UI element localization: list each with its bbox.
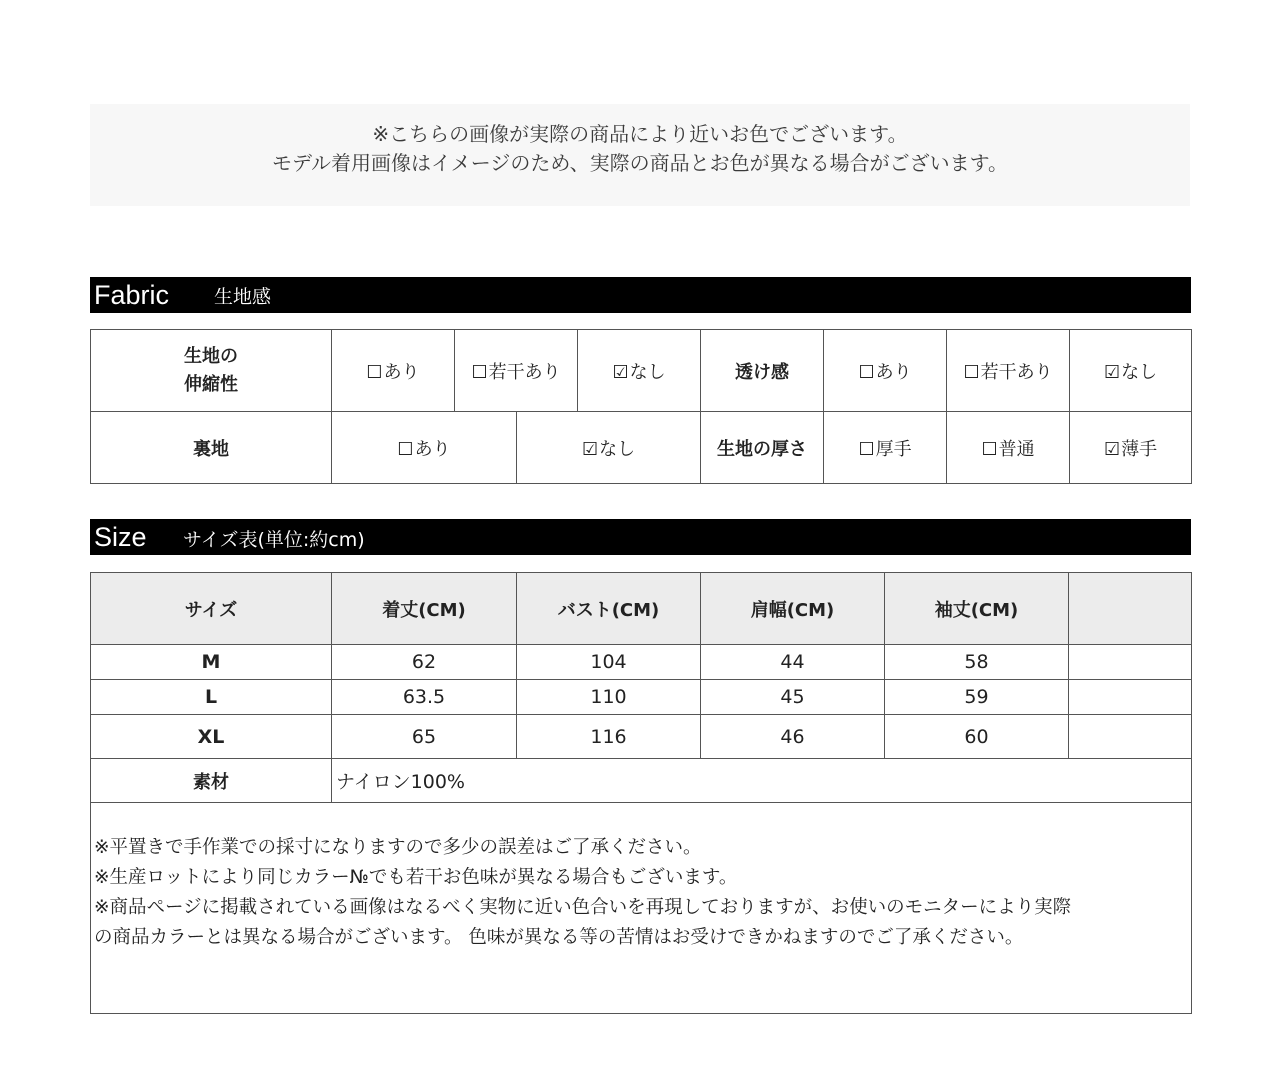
size-title-jp: サイズ表(単位:約cm): [183, 529, 365, 551]
table-row: [91, 645, 1192, 680]
header-empty: [1069, 573, 1192, 645]
checkbox-icon: ☐: [963, 361, 980, 383]
sheer-option-jakkan[interactable]: [947, 330, 1070, 412]
size-header-bar: [90, 519, 1191, 555]
size-title-en: Size: [94, 522, 147, 552]
option-label: 厚手: [875, 438, 912, 460]
note-line: ※商品ページに掲載されている画像はなるべく実物に近い色合いを再現しておりますが、お使いのモニターにより実際: [94, 897, 1072, 918]
note-line: ※生産ロットにより同じカラー№でも若干お色味が異なる場合もございます。: [94, 867, 738, 888]
length-cell: 65: [332, 715, 517, 759]
empty-cell: [1069, 680, 1192, 715]
empty-cell: [1069, 645, 1192, 680]
stretch-option-jakkan[interactable]: [455, 330, 578, 412]
option-label: 若干あり: [980, 361, 1053, 383]
bust-cell: 104: [517, 645, 701, 680]
header-length: 着丈(CM): [332, 573, 517, 645]
header-sleeve: 袖丈(CM): [885, 573, 1069, 645]
stretch-label-line-1: 生地の: [184, 345, 238, 367]
shoulder-cell: 44: [701, 645, 885, 680]
note-line: の商品カラーとは異なる場合がございます。 色味が異なる等の苦情はお受けできかねますのでご了承ください。: [94, 927, 1024, 948]
material-value: ナイロン100%: [332, 759, 1192, 803]
option-label: 若干あり: [488, 361, 561, 383]
size-cell: XL: [91, 715, 332, 759]
stretch-option-ari[interactable]: [332, 330, 455, 412]
length-cell: 63.5: [332, 680, 517, 715]
shoulder-cell: 46: [701, 715, 885, 759]
option-label: 薄手: [1121, 438, 1158, 460]
checkbox-icon: ☐: [366, 361, 383, 383]
shoulder-cell: 45: [701, 680, 885, 715]
bust-cell: 116: [517, 715, 701, 759]
notes-row: [91, 803, 1192, 1014]
lining-option-ari[interactable]: [332, 412, 517, 484]
header-size: サイズ: [91, 573, 332, 645]
length-cell: 62: [332, 645, 517, 680]
thickness-option-atsude[interactable]: [824, 412, 947, 484]
material-row: [91, 759, 1192, 803]
lining-option-nashi[interactable]: [517, 412, 701, 484]
lining-label: 裏地: [91, 412, 332, 484]
sheer-option-ari[interactable]: [824, 330, 947, 412]
fabric-title-en: Fabric: [94, 280, 170, 310]
fabric-header-bar: [90, 277, 1191, 313]
sheer-label: 透け感: [701, 330, 824, 412]
thickness-option-futsuu[interactable]: [947, 412, 1070, 484]
checkbox-icon: ☐: [981, 438, 998, 460]
notice-line-1: ※こちらの画像が実際の商品により近いお色でございます。: [372, 122, 908, 146]
checkbox-icon: ☐: [471, 361, 488, 383]
notes-cell: [91, 803, 1192, 1014]
option-label: なし: [599, 438, 636, 460]
material-label: 素材: [91, 759, 332, 803]
stretch-label: [91, 330, 332, 412]
sleeve-cell: 59: [885, 680, 1069, 715]
table-row: [91, 680, 1192, 715]
sheer-option-nashi[interactable]: [1070, 330, 1192, 412]
option-label: あり: [414, 438, 451, 460]
thickness-label: 生地の厚さ: [701, 412, 824, 484]
sleeve-cell: 60: [885, 715, 1069, 759]
size-cell: L: [91, 680, 332, 715]
fabric-row-stretch: [91, 330, 1192, 412]
checkbox-icon: ☐: [397, 438, 414, 460]
checked-checkbox-icon: ☑: [581, 438, 599, 460]
checked-checkbox-icon: ☑: [612, 361, 629, 383]
table-row: [91, 715, 1192, 759]
option-label: あり: [875, 361, 912, 383]
size-table-header-row: [91, 573, 1192, 645]
sleeve-cell: 58: [885, 645, 1069, 680]
thickness-option-usude[interactable]: [1070, 412, 1192, 484]
notice-line-2: モデル着用画像はイメージのため、実際の商品とお色が異なる場合がございます。: [272, 151, 1008, 175]
empty-cell: [1069, 715, 1192, 759]
header-shoulder: 肩幅(CM): [701, 573, 885, 645]
fabric-row-lining: [91, 412, 1192, 484]
option-label: 普通: [998, 438, 1035, 460]
checkbox-icon: ☐: [858, 438, 875, 460]
checked-checkbox-icon: ☑: [1103, 361, 1121, 383]
option-label: なし: [1121, 361, 1158, 383]
stretch-label-line-2: 伸縮性: [184, 373, 238, 395]
size-table: [90, 572, 1192, 1014]
note-line: ※平置きで手作業での採寸になりますので多少の誤差はご了承ください。: [94, 837, 702, 858]
size-cell: M: [91, 645, 332, 680]
fabric-table: [90, 329, 1192, 484]
stretch-option-nashi[interactable]: [578, 330, 701, 412]
notice-box: [90, 104, 1190, 206]
option-label: あり: [383, 361, 420, 383]
checkbox-icon: ☐: [858, 361, 875, 383]
fabric-title-jp: 生地感: [214, 286, 272, 308]
checked-checkbox-icon: ☑: [1103, 438, 1121, 460]
option-label: なし: [629, 361, 666, 383]
bust-cell: 110: [517, 680, 701, 715]
header-bust: バスト(CM): [517, 573, 701, 645]
